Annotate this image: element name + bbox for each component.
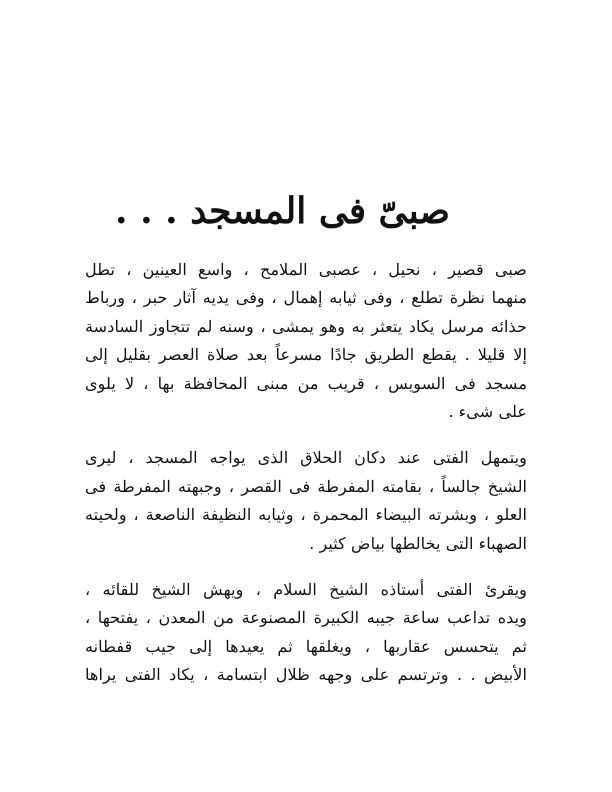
text-line: ويقرئ الفتى أستاذه الشيخ السلام ، ويهش الشيخ للقائه ،	[85, 579, 527, 599]
paragraph-gap	[85, 426, 527, 444]
text-line: ثم يتحسس عقاربها ، ويغلقها ثم يعيدها إلى جيب قفطانه	[85, 636, 527, 656]
text-line: إلا قليلا . يقطع الطريق جادًا مسرعاً بعد صلاة العصر بقليل إلى	[85, 345, 527, 365]
text-line: على شىء .	[448, 401, 527, 421]
paragraph-gap	[85, 558, 527, 576]
paragraph-1	[85, 256, 527, 426]
paragraph-3	[85, 576, 527, 690]
text-line: ويده تداعب ساعة جيبه الكبيرة المصنوعة من المعدن ، يفتحها ،	[85, 608, 527, 628]
text-line: منهما نظرة تطلع ، وفى ثيابه إهمال ، وفى يديه آثار حبر ، ورباط	[85, 288, 527, 308]
text-line: الأبيض . . وترتسم على وجهه ظلال ابتسامة ، يكاد الفتى يراها	[85, 665, 527, 685]
text-line: العلو ، وبشرته البيضاء المحمرة ، وثيابه النظيفة الناصعة ، ولحيته	[85, 505, 527, 525]
text-line: الشيخ جالساً ، بقامته المفرطة فى القصر ، وجبهته المفرطة فى	[85, 476, 527, 496]
text-line: حذائه مرسل يكاد يتعثر به وهو يمشى ، وسنه لم تتجاوز السادسة	[85, 316, 527, 336]
paragraph-2	[85, 444, 527, 558]
text-line: صبى قصير ، نحيل ، عصبى الملامح ، واسع العينين ، تطل	[85, 260, 527, 279]
text-line: الصهباء التى يخالطها بياض كثير .	[309, 533, 527, 553]
body-text	[85, 256, 527, 689]
text-line: مسجد فى السويس ، قريب من مبنى المحافظة بها ، لا يلوى	[85, 373, 527, 393]
text-line: ويتمهل الفتى عند دكان الحلاق الذى يواجه المسجد ، ليرى	[85, 448, 527, 468]
chapter-title: صبىّ فى المسجد . . .	[115, 190, 450, 232]
